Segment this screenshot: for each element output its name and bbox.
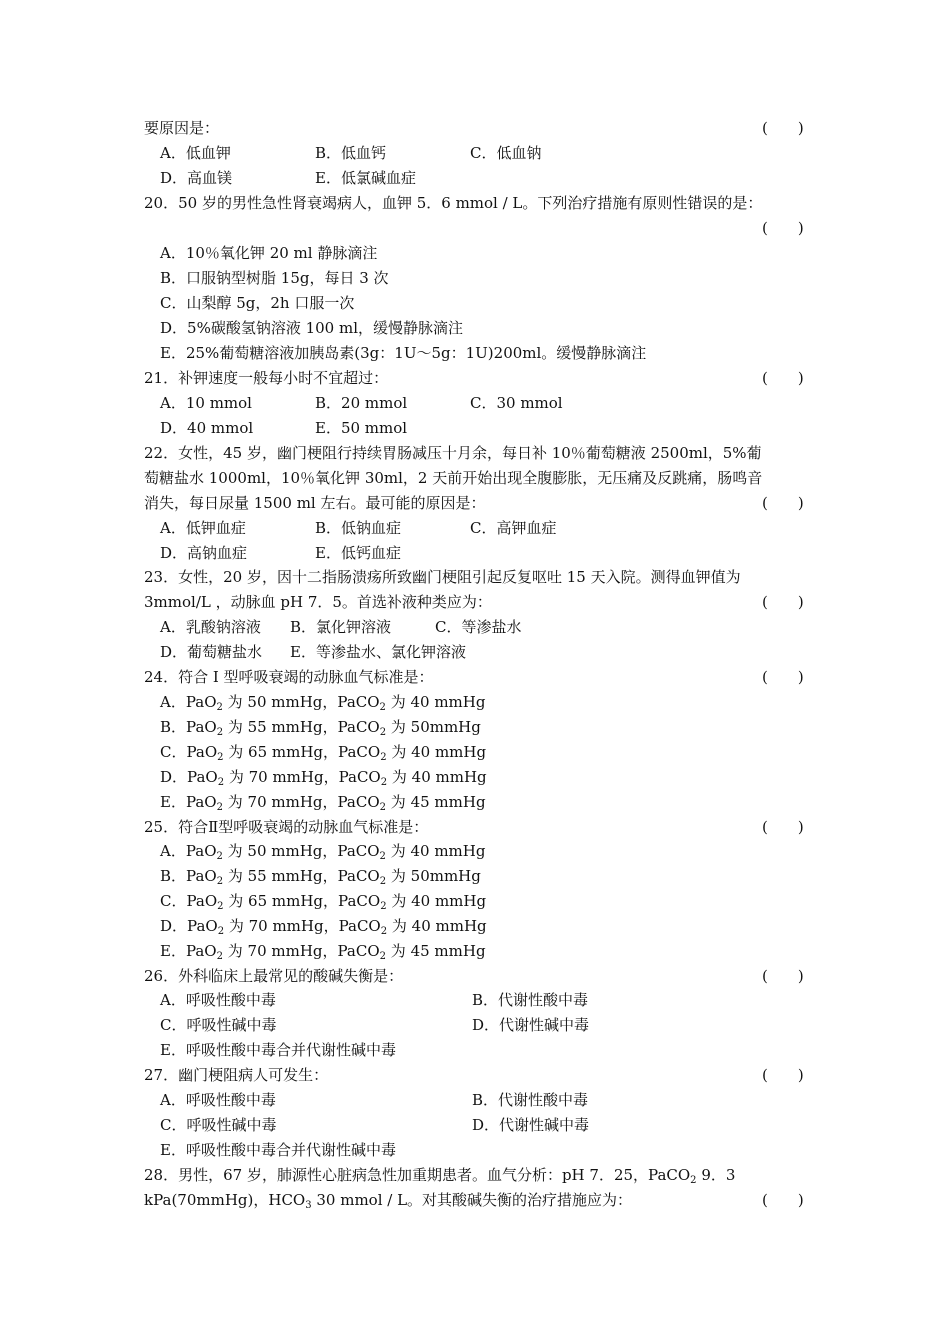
text-line	[0, 316, 950, 341]
option-text: B．PaO$_2$ 为 55 mmHg，PaCO$_2$ 为 50mmHg	[160, 718, 481, 738]
option-text: D．5%碳酸氢钠溶液 100 ml，缓慢静脉滴注	[160, 319, 464, 337]
option-text: A．低钾血症	[160, 519, 246, 537]
option-text: E．PaO$_2$ 为 70 mmHg，PaCO$_2$ 为 45 mmHg	[160, 942, 486, 962]
option-text: D．代谢性碱中毒	[472, 1116, 590, 1134]
text-line	[0, 266, 950, 291]
text-line	[0, 1013, 950, 1038]
text-line	[0, 491, 950, 516]
option-text: C．山梨醇 5g，2h 口服一次	[160, 294, 355, 312]
option-text: C．30 mmol	[470, 394, 563, 412]
text-line	[0, 790, 950, 815]
text-line	[0, 690, 950, 715]
option-text: E．PaO$_2$ 为 70 mmHg，PaCO$_2$ 为 45 mmHg	[160, 793, 486, 813]
text-line	[0, 914, 950, 939]
text-line	[0, 291, 950, 316]
option-text: C．PaO$_2$ 为 65 mmHg，PaCO$_2$ 为 40 mmHg	[160, 743, 487, 763]
option-text: D．代谢性碱中毒	[472, 1016, 590, 1034]
question-text: kPa(70mmHg)，$HCO_3$ 30 mmol / L。对其酸碱失衡的治疗措施应为：	[144, 1191, 633, 1211]
option-text: E．呼吸性酸中毒合并代谢性碱中毒	[160, 1141, 396, 1159]
option-text: D．高钠血症	[160, 544, 248, 562]
text-line	[0, 765, 950, 790]
text-line	[0, 815, 950, 840]
text-line	[0, 366, 950, 391]
text-line	[0, 391, 950, 416]
option-text: C．呼吸性碱中毒	[160, 1016, 277, 1034]
text-line	[0, 1038, 950, 1063]
text-line	[0, 640, 950, 665]
option-text: E．呼吸性酸中毒合并代谢性碱中毒	[160, 1041, 396, 1059]
text-line	[0, 839, 950, 864]
text-line	[0, 516, 950, 541]
text-line	[0, 615, 950, 640]
text-line	[0, 441, 950, 466]
question-text: 23．女性，20 岁，因十二指肠溃疡所致幽门梗阻引起反复呕吐 15 天入院。测得血钾值为	[144, 568, 741, 586]
option-text: B．低钠血症	[315, 519, 402, 537]
option-text: E．低钙血症	[315, 544, 401, 562]
option-text: C．等渗盐水	[435, 618, 522, 636]
text-line	[0, 191, 950, 216]
text-line	[0, 241, 950, 266]
answer-blank: ( )	[762, 369, 804, 387]
text-line	[0, 889, 950, 914]
question-text: 28．男性，67 岁，肺源性心脏病急性加重期患者。血气分析：pH 7．25，PaCO$_2$ 9．3	[144, 1166, 736, 1186]
question-text: 消失，每日尿量 1500 ml 左右。最可能的原因是：	[144, 494, 486, 512]
option-text: A．乳酸钠溶液	[160, 618, 261, 636]
option-text: B．PaO$_2$ 为 55 mmHg，PaCO$_2$ 为 50mmHg	[160, 867, 481, 887]
option-text: B．代谢性酸中毒	[472, 1091, 589, 1109]
text-line	[0, 1063, 950, 1088]
question-text: 萄糖盐水 1000ml，10％氧化钾 30ml，2 天前开始出现全腹膨胀，无压痛及反跳痛，肠鸣音	[144, 469, 763, 487]
answer-blank: ( )	[762, 668, 804, 686]
question-text: 21．补钾速度一般每小时不宜超过：	[144, 369, 389, 387]
option-text: A．PaO$_2$ 为 50 mmHg，PaCO$_2$ 为 40 mmHg	[160, 842, 486, 862]
text-line	[0, 341, 950, 366]
option-text: D．葡萄糖盐水	[160, 643, 263, 661]
text-line	[0, 988, 950, 1013]
answer-blank: ( )	[762, 967, 804, 985]
text-line	[0, 116, 950, 141]
option-text: A．10％氧化钾 20 ml 静脉滴注	[160, 244, 378, 262]
option-text: A．PaO$_2$ 为 50 mmHg，PaCO$_2$ 为 40 mmHg	[160, 693, 486, 713]
option-text: E．25%葡萄糖溶液加胰岛素(3g：1U～5g：1U)200ml。缓慢静脉滴注	[160, 344, 647, 362]
option-text: C．呼吸性碱中毒	[160, 1116, 277, 1134]
answer-blank: ( )	[762, 119, 804, 137]
text-line	[0, 541, 950, 566]
question-text: 26．外科临床上最常见的酸碱失衡是：	[144, 967, 404, 985]
option-text: B．氯化钾溶液	[290, 618, 392, 636]
text-line	[0, 665, 950, 690]
option-text: E．50 mmol	[315, 419, 408, 437]
text-line	[0, 1138, 950, 1163]
option-text: C．PaO$_2$ 为 65 mmHg，PaCO$_2$ 为 40 mmHg	[160, 892, 487, 912]
question-text: 24．符合 I 型呼吸衰竭的动脉血气标准是：	[144, 668, 434, 686]
question-text: 22．女性，45 岁，幽门梗阻行持续胃肠减压十月余，每日补 10％葡萄糖液 2500ml，5%葡	[144, 444, 762, 462]
answer-blank: ( )	[762, 1066, 804, 1084]
option-text: C．低血钠	[470, 144, 542, 162]
option-text: A．呼吸性酸中毒	[160, 991, 276, 1009]
option-text: B．口服钠型树脂 15g，每日 3 次	[160, 269, 389, 287]
question-text: 要原因是：	[144, 119, 220, 137]
option-text: A．10 mmol	[160, 394, 252, 412]
text-line	[0, 466, 950, 491]
option-text: A．低血钾	[160, 144, 231, 162]
text-line	[0, 1088, 950, 1113]
text-line	[0, 216, 950, 241]
text-line	[0, 141, 950, 166]
answer-blank: ( )	[762, 593, 804, 611]
text-line	[0, 964, 950, 989]
question-text: 20．50 岁的男性急性肾衰竭病人，血钾 5．6 mmol / L。下列治疗措施有原则性错误的是：	[144, 194, 763, 212]
answer-blank: ( )	[762, 219, 804, 237]
option-text: D．PaO$_2$ 为 70 mmHg，PaCO$_2$ 为 40 mmHg	[160, 768, 487, 788]
option-text: B．低血钙	[315, 144, 387, 162]
text-line	[0, 1188, 950, 1213]
option-text: B．20 mmol	[315, 394, 408, 412]
text-line	[0, 166, 950, 191]
text-line	[0, 715, 950, 740]
text-line	[0, 864, 950, 889]
question-text: 25．符合Ⅱ型呼吸衰竭的动脉血气标准是：	[144, 818, 429, 836]
option-text: B．代谢性酸中毒	[472, 991, 589, 1009]
option-text: A．呼吸性酸中毒	[160, 1091, 276, 1109]
text-line	[0, 939, 950, 964]
answer-blank: ( )	[762, 818, 804, 836]
text-line	[0, 740, 950, 765]
option-text: D．PaO$_2$ 为 70 mmHg，PaCO$_2$ 为 40 mmHg	[160, 917, 487, 937]
text-line	[0, 1113, 950, 1138]
question-text: 27．幽门梗阻病人可发生：	[144, 1066, 329, 1084]
text-line	[0, 1163, 950, 1188]
option-text: E．低氯碱血症	[315, 169, 416, 187]
text-line	[0, 416, 950, 441]
option-text: D．40 mmol	[160, 419, 254, 437]
option-text: D．高血镁	[160, 169, 233, 187]
text-line	[0, 565, 950, 590]
answer-blank: ( )	[762, 1191, 804, 1209]
option-text: E．等渗盐水、氯化钾溶液	[290, 643, 466, 661]
question-text: 3mmol/L ，动脉血 pH 7．5。首选补液种类应为：	[144, 593, 492, 611]
answer-blank: ( )	[762, 494, 804, 512]
text-line	[0, 590, 950, 615]
option-text: C．高钾血症	[470, 519, 557, 537]
